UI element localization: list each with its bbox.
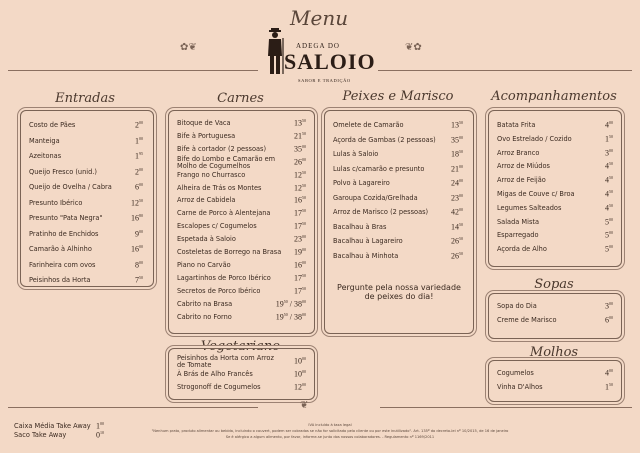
item-name: Caixa Média Take Away — [14, 422, 91, 430]
carnes-title: Carnes — [217, 91, 264, 106]
item-price: $13^{50}$ — [451, 120, 463, 130]
item-price: $3^{00}$ — [605, 147, 613, 158]
item-name: Peisinhos da Horta — [29, 276, 91, 284]
menu-item — [497, 316, 613, 326]
item-price: $6^{00}$ — [135, 182, 143, 192]
menu-item — [177, 154, 306, 170]
item-name: Queijo Fresco (unid.) — [29, 167, 97, 176]
menu-item — [333, 150, 463, 160]
item-price: $19^{00}$ — [294, 247, 306, 257]
item-price: $0^{10}$ — [96, 430, 104, 440]
item-price: $16^{80}$ — [131, 213, 143, 223]
menu-item — [29, 168, 143, 178]
item-name: Farinheira com ovos — [29, 260, 96, 269]
brand-top: ADEGA DO — [296, 42, 340, 50]
molhos-panel — [488, 360, 622, 402]
menu-item — [177, 171, 306, 181]
menu-item — [497, 149, 613, 159]
entradas-panel — [20, 110, 154, 287]
item-price: $16^{50}$ — [294, 195, 306, 206]
item-price: $35^{00}$ — [451, 134, 463, 145]
molhos-title: Molhos — [529, 345, 579, 360]
item-name: Alheira de Trás os Montes — [177, 183, 262, 192]
item-name: Garoupa Cozida/Grelhada — [333, 193, 418, 202]
item-name: Açorda de Gambas (2 pessoas) — [333, 135, 436, 144]
item-name: Costo de Pães — [29, 121, 76, 129]
item-name: Bacalhau à Minhota — [333, 251, 399, 260]
peixes-panel — [324, 110, 474, 334]
item-price: $19^{50} / 38^{00}$ — [275, 298, 306, 309]
item-name: Vinha D'Alhos — [497, 383, 543, 391]
item-name: Carne de Porco à Alentejana — [177, 209, 271, 218]
menu-item — [497, 135, 613, 145]
item-name: Cabrito no Forno — [177, 312, 232, 321]
footer-rule-left — [8, 407, 258, 408]
item-name: Arroz de Marisco (2 pessoas) — [333, 208, 429, 216]
item-price: $5^{00}$ — [605, 244, 613, 254]
item-name: Lulas à Saloio — [333, 150, 379, 158]
item-name: Ovo Estrelado / Cozido — [497, 134, 572, 143]
menu-item — [177, 383, 306, 393]
item-price: $7^{50}$ — [135, 275, 143, 285]
item-price: $4^{50}$ — [605, 175, 613, 185]
item-price: $23^{00}$ — [451, 192, 463, 203]
item-price: $14^{50}$ — [451, 221, 463, 232]
item-name: Bife do Lombo e Camarão em Molho de Cogumelhos — [177, 154, 276, 170]
item-price: $17^{50}$ — [294, 272, 306, 283]
item-name: Bacalhau à Bras — [333, 222, 387, 231]
item-name: Salada Mista — [497, 217, 540, 226]
item-price: $16^{00}$ — [294, 259, 306, 270]
item-name: Escalopes c/ Cogumelos — [177, 222, 257, 231]
item-name: Costeletas de Borrego na Brasa — [177, 248, 282, 256]
item-name: Polvo à Lagareiro — [333, 179, 390, 187]
item-name: Strogonoff de Cogumelos — [177, 383, 261, 391]
item-name: Piano no Carvão — [177, 260, 231, 269]
item-price: $12^{50}$ — [131, 197, 143, 208]
item-price: $17^{50}$ — [294, 285, 306, 296]
item-price: $6^{00}$ — [605, 315, 613, 325]
carnes-panel — [168, 110, 315, 334]
menu-item — [29, 199, 143, 209]
item-name: Batata Frita — [497, 121, 536, 129]
item-name: Bife à cortador (2 pessoas) — [177, 144, 267, 153]
item-name: Cabrito na Brasa — [177, 299, 233, 308]
acompanhamentos-panel — [488, 110, 622, 267]
menu-item — [497, 245, 613, 255]
menu-item — [497, 369, 613, 379]
item-name: Secretos de Porco Ibérico — [177, 286, 261, 295]
item-name: Bacalhau à Lagareiro — [333, 237, 403, 245]
item-price: $10^{00}$ — [294, 356, 306, 366]
item-price: $4^{00}$ — [605, 120, 613, 130]
item-name: Espetada à Saloio — [177, 235, 236, 244]
item-price: $21^{00}$ — [451, 163, 463, 174]
item-price: $1^{00}$ — [135, 135, 143, 146]
item-name: Esparregado — [497, 231, 539, 240]
menu-item — [497, 176, 613, 186]
item-name: Manteiga — [29, 136, 60, 145]
menu-item — [29, 214, 143, 224]
menu-item — [497, 218, 613, 228]
item-price: $35^{00}$ — [294, 143, 306, 154]
menu-item — [29, 245, 143, 255]
item-name: Arroz de Cabidela — [177, 196, 236, 205]
menu-item — [333, 237, 463, 247]
header-rule-right — [378, 70, 632, 71]
item-name: Cogumelos — [497, 369, 534, 377]
vegetariano-panel — [168, 348, 315, 400]
item-price: $1^{00}$ — [96, 421, 104, 431]
menu-item — [177, 209, 306, 219]
item-price: $42^{00}$ — [451, 207, 463, 217]
menu-item — [497, 383, 613, 393]
menu-item — [29, 230, 143, 240]
item-price: $12^{00}$ — [294, 382, 306, 392]
menu-item — [177, 196, 306, 206]
menu-item — [177, 132, 306, 142]
menu-item — [29, 261, 143, 271]
takeaway-item — [14, 431, 104, 441]
item-price: $4^{50}$ — [605, 161, 613, 172]
menu-item — [177, 287, 306, 297]
item-name: Arroz Branco — [497, 148, 540, 157]
item-price: $4^{00}$ — [605, 368, 613, 378]
item-name: À Brás de Alho Francês — [177, 370, 253, 378]
menu-item — [333, 136, 463, 146]
item-name: Presunto "Pata Negra" — [29, 214, 103, 222]
menu-item — [177, 248, 306, 258]
item-price: $12^{50}$ — [294, 169, 306, 180]
menu-item — [177, 300, 306, 310]
item-price: $1^{50}$ — [605, 133, 613, 144]
vat-note: IVA incluído à taxa legal — [308, 423, 352, 427]
menu-item — [29, 137, 143, 147]
item-name: Migas de Couve c/ Broa — [497, 190, 575, 198]
menu-item — [333, 165, 463, 175]
item-name: Pratinho de Enchidos — [29, 229, 99, 238]
item-price: $4^{50}$ — [605, 189, 613, 199]
menu-item — [497, 190, 613, 200]
menu-item — [177, 261, 306, 271]
footer-rule-right — [380, 407, 632, 408]
menu-item — [177, 222, 306, 232]
item-price: $18^{50}$ — [451, 149, 463, 159]
flourish-bottom-icon: ❦ — [300, 400, 309, 411]
item-price: $5^{00}$ — [605, 230, 613, 241]
item-name: Azeitonas — [29, 152, 62, 160]
item-name: Saco Take Away — [14, 431, 67, 439]
item-name: Bife à Portuguesa — [177, 131, 236, 140]
item-name: Legumes Salteados — [497, 203, 562, 212]
item-price: $17^{50}$ — [294, 221, 306, 231]
item-price: $26^{00}$ — [294, 156, 306, 167]
header-rule-left — [8, 70, 258, 71]
item-price: $26^{50}$ — [451, 236, 463, 246]
item-price: $16^{00}$ — [131, 244, 143, 254]
menu-item — [177, 370, 306, 380]
menu-item — [177, 184, 306, 194]
item-name: Omelete de Camarão — [333, 121, 404, 129]
item-price: $24^{00}$ — [451, 178, 463, 188]
item-price: $8^{00}$ — [135, 259, 143, 270]
item-price: $3^{00}$ — [605, 301, 613, 311]
item-price: $2^{00}$ — [135, 120, 143, 130]
item-name: Frango no Churrasco — [177, 170, 246, 179]
menu-item — [497, 302, 613, 312]
menu-item — [177, 354, 306, 369]
item-price: $9^{00}$ — [135, 228, 143, 239]
menu-title: Menu — [290, 6, 349, 30]
peixes-promo: Pergunte pela nossa variedade de peixes do dia! — [337, 283, 461, 301]
flourish-right-icon: ❦✿ — [405, 42, 422, 53]
saloio-figure-icon — [264, 28, 286, 76]
brand-tagline: SABOR E TRADIÇÃO — [298, 78, 351, 83]
item-price: $19^{50} / 38^{00}$ — [275, 311, 306, 322]
menu-item — [177, 145, 306, 155]
item-price: $10^{00}$ — [294, 369, 306, 379]
item-name: Arroz de Feijão — [497, 176, 546, 185]
allergy-note: Se é alérgico a algum alimento, por favor, informe-se junto dos nossos colaboradores. - Regulamento nº 1169/2011 — [225, 435, 435, 439]
brand-main: SALOIO — [284, 49, 376, 74]
entradas-title: Entradas — [55, 91, 115, 106]
menu-item — [497, 162, 613, 172]
sopas-panel — [488, 293, 622, 339]
item-name: Presunto Ibérico — [29, 198, 83, 207]
vegetariano-title: Vegetariano — [200, 339, 281, 354]
menu-item — [497, 121, 613, 131]
item-price: $26^{50}$ — [451, 250, 463, 261]
item-name: Lulas c/camarão e presunto — [333, 164, 425, 173]
menu-item — [333, 194, 463, 204]
item-name: Lagartinhos de Porco Ibérico — [177, 273, 271, 282]
menu-item — [29, 276, 143, 286]
item-price: $2^{00}$ — [135, 166, 143, 177]
item-name: Queijo de Ovelha / Cabra — [29, 183, 112, 191]
menu-item — [333, 179, 463, 189]
item-price: $4^{50}$ — [605, 202, 613, 213]
menu-item — [177, 313, 306, 323]
menu-item — [333, 223, 463, 233]
flourish-left-icon: ✿❦ — [180, 42, 197, 53]
menu-item — [333, 121, 463, 131]
item-price: $5^{00}$ — [605, 216, 613, 227]
menu-item — [333, 208, 463, 218]
item-name: Camarão à Alhinho — [29, 245, 92, 253]
item-name: Bitoque de Vaca — [177, 119, 231, 127]
item-name: Arroz de Miúdos — [497, 162, 550, 171]
logo — [262, 28, 376, 88]
item-price: $12^{50}$ — [294, 182, 306, 193]
sopas-title: Sopas — [534, 277, 574, 292]
menu-item — [333, 252, 463, 262]
menu-item — [29, 183, 143, 193]
item-name: Creme de Marisco — [497, 316, 557, 324]
peixes-title: Peixes e Marisco — [342, 89, 454, 104]
menu-item — [497, 231, 613, 241]
item-name: Peisinhos da Horta com Arroz de Tomate — [177, 354, 274, 369]
item-price: $23^{00}$ — [294, 234, 306, 244]
acompanhamentos-title: Acompanhamentos — [491, 89, 617, 104]
menu-item — [29, 152, 143, 162]
item-price: $17^{50}$ — [294, 208, 306, 218]
menu-item — [177, 235, 306, 245]
item-price: $1^{95}$ — [135, 151, 143, 161]
item-name: Açorda de Alho — [497, 245, 547, 254]
menu-item — [177, 119, 306, 129]
item-price: $1^{50}$ — [605, 382, 613, 392]
menu-item — [497, 204, 613, 214]
item-price: $21^{50}$ — [294, 130, 306, 141]
item-name: Sopa do Dia — [497, 302, 537, 310]
menu-item — [177, 274, 306, 284]
legal-note: "Nenhum prato, produto alimentar ou bebida, incluindo o couvert, podem ser cobrados se não for solicitado pelo cliente ou por este inutilizado". Art. 135º do decreto-lei nº 10/2015, de 16 de janeiro — [151, 429, 509, 433]
menu-item — [29, 121, 143, 131]
item-price: $13^{50}$ — [294, 118, 306, 128]
